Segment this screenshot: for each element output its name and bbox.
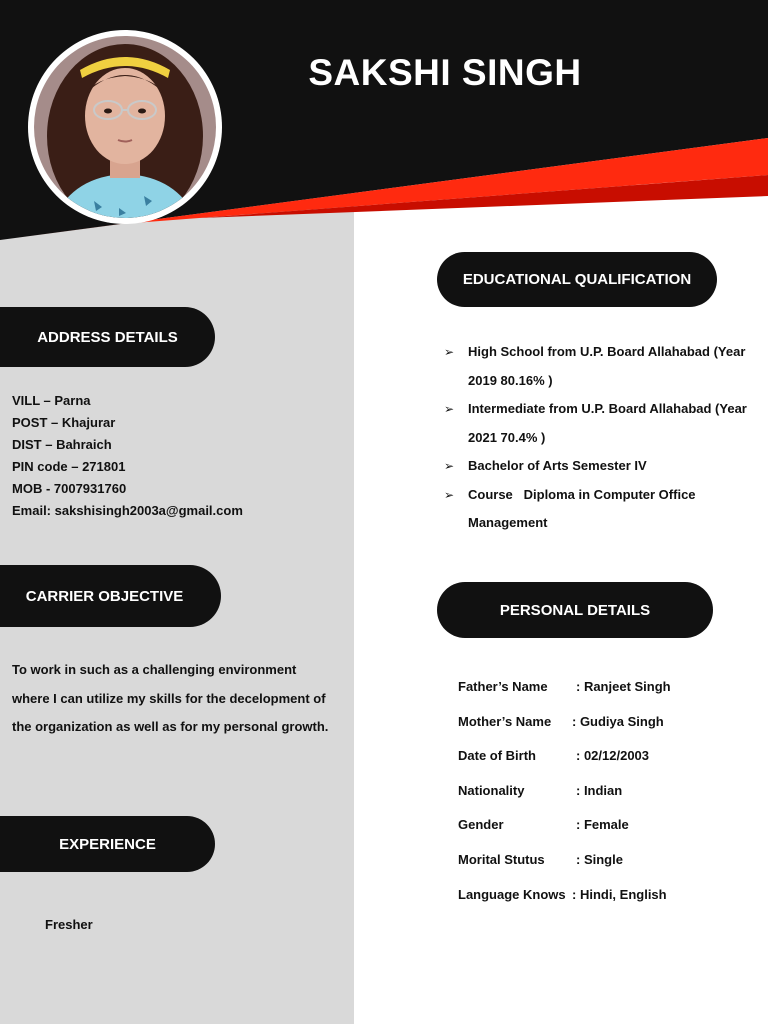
personal-detail-row: [458, 714, 671, 749]
experience-text: Fresher: [45, 917, 93, 932]
arrow-bullet-icon: ➢: [444, 459, 455, 473]
address-line: PIN code – 271801: [12, 459, 126, 474]
objective-text: To work in such as a challenging environment where I can utilize my skills for the decelopment of the organization as well as for my personal growth.: [12, 662, 329, 734]
arrow-bullet-icon: ➢: [444, 487, 455, 502]
personal-detail-row: [458, 887, 671, 922]
address-details-heading: ADDRESS DETAILS: [0, 307, 215, 367]
education-item: ➢ Intermediate from U.P. Board Allahabad (Year 2021 70.4% ): [444, 395, 764, 452]
detail-value: : 02/12/2003: [576, 748, 650, 764]
education-list: [444, 338, 764, 538]
arrow-bullet-icon: ➢: [444, 345, 455, 359]
educational-qualification-heading: EDUCATIONAL QUALIFICATION: [437, 252, 717, 307]
detail-value: : Ranjeet Singh: [576, 679, 671, 694]
detail-label: Language Knows: [458, 886, 566, 902]
address-line: MOB - 7007931760: [12, 481, 127, 496]
personal-detail-row: [458, 748, 671, 783]
detail-label: Morital Stutus: [458, 851, 545, 867]
personal-detail-row: [458, 817, 671, 852]
education-item: ➢ Bachelor of Arts Semester IV: [444, 452, 764, 481]
profile-portrait-image: [34, 36, 216, 218]
profile-photo: [28, 30, 222, 224]
detail-label: Father’s Name: [458, 679, 548, 694]
carrier-objective-heading: CARRIER OBJECTIVE: [0, 565, 221, 627]
detail-label: Nationality: [458, 782, 525, 798]
address-list: [12, 390, 243, 522]
detail-value: : Indian: [576, 782, 623, 798]
personal-detail-row: [458, 783, 671, 818]
detail-label: Gender: [458, 817, 504, 833]
personal-details-list: [458, 679, 671, 921]
detail-value: : Female: [576, 817, 629, 833]
arrow-bullet-icon: ➢: [444, 402, 455, 416]
address-line: POST – Khajurar: [12, 415, 116, 430]
detail-label: Mother’s Name: [458, 713, 552, 729]
address-line: VILL – Parna: [12, 393, 91, 408]
address-email: Email: sakshisingh2003a@gmail.com: [12, 503, 243, 518]
candidate-name: SAKSHI SINGH: [308, 52, 582, 93]
personal-details-heading: PERSONAL DETAILS: [437, 582, 713, 638]
detail-value: : Hindi, English: [572, 886, 667, 902]
experience-heading: EXPERIENCE: [0, 816, 215, 872]
detail-value: : Single: [576, 851, 623, 867]
detail-label: Date of Birth: [458, 748, 536, 764]
address-line: DIST – Bahraich: [12, 437, 112, 452]
personal-detail-row: [458, 679, 671, 714]
education-item: ➢ Course Diploma in Computer Office Management: [444, 481, 764, 538]
personal-detail-row: [458, 852, 671, 887]
education-item: ➢ High School from U.P. Board Allahabad (Year 2019 80.16% ): [444, 338, 764, 395]
detail-value: : Gudiya Singh: [572, 713, 664, 729]
